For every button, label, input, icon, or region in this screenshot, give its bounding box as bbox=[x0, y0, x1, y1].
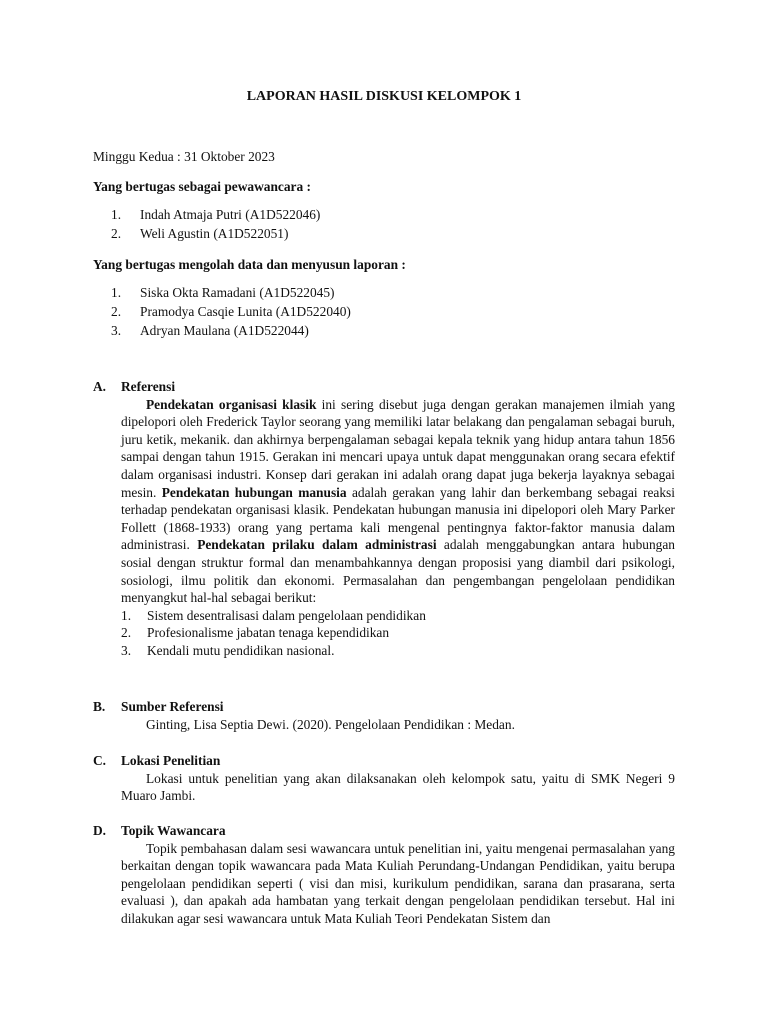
list-item-number: 2. bbox=[121, 625, 132, 641]
lokasi-penelitian-text: Lokasi untuk penelitian yang akan dilaksanakan oleh kelompok satu, yaitu di SMK Negeri 9 Muaro Jambi. bbox=[121, 770, 675, 804]
list-item-text: Adryan Maulana (A1D522044) bbox=[140, 322, 309, 338]
section-body bbox=[121, 716, 675, 734]
topik-wawancara-text: Topik pembahasan dalam sesi wawancara untuk penelitian ini, yaitu mengenai permasalahan yang berkaitan dengan topik wawancara pada Mata Kuliah Perundang-Undangan Pendidikan, yaitu berupa pengelolaan pendidikan seperti ( visi dan misi, kurikulum pendidikan, sarana dan prasarana, serta evaluasi ), dan apakah ada hambatan yang terkait dengan pengelolaan pendidikan tersebut. Hal ini dilakukan agar sesi wawancara untuk Mata Kuliah Teori Pendekatan Sistem dan bbox=[121, 840, 675, 926]
section-heading bbox=[93, 378, 675, 396]
section-letter: C. bbox=[93, 753, 107, 768]
list-item-number: 2. bbox=[111, 303, 122, 319]
list-item bbox=[121, 607, 675, 625]
list-item-number: 1. bbox=[111, 285, 122, 300]
referensi-list bbox=[121, 607, 675, 660]
section-letter: D. bbox=[93, 823, 107, 838]
term-hubungan-manusia: Pendekatan hubungan manusia bbox=[161, 484, 347, 500]
list-item-number: 3. bbox=[121, 642, 132, 658]
processors-list bbox=[111, 284, 351, 340]
list-item-text: Profesionalisme jabatan tenaga kependidikan bbox=[147, 625, 390, 641]
list-item bbox=[111, 225, 320, 244]
referensi-paragraph bbox=[121, 396, 675, 607]
list-item bbox=[121, 642, 675, 660]
section-body bbox=[121, 840, 675, 928]
section-topik-wawancara bbox=[93, 822, 675, 928]
interviewers-list bbox=[111, 206, 320, 244]
list-item-text: Indah Atmaja Putri (A1D522046) bbox=[140, 207, 321, 222]
paragraph-text: adalah menggabungkan antara hubungan sosial dengan struktur formal dan menambahkannya dengan proposisi yang diambil dari psikologi, sosiologi, ilmu politik dan ekonomi. Permasalahan dan pengembangan pengelolaan pendidikan menyangkut hal-hal sebagai berikut: bbox=[121, 537, 675, 606]
list-item-number: 3. bbox=[111, 322, 122, 338]
section-heading bbox=[93, 752, 675, 770]
section-heading bbox=[93, 822, 675, 840]
interviewers-heading: Yang bertugas sebagai pewawancara : bbox=[93, 179, 311, 194]
list-item-text: Sistem desentralisasi dalam pengelolaan pendidikan bbox=[147, 607, 426, 623]
section-title: Lokasi Penelitian bbox=[121, 753, 221, 768]
section-title: Referensi bbox=[121, 379, 176, 394]
section-referensi bbox=[93, 378, 675, 660]
section-sumber-referensi bbox=[93, 698, 675, 733]
list-item-text: Kendali mutu pendidikan nasional. bbox=[147, 642, 335, 658]
sumber-referensi-text: Ginting, Lisa Septia Dewi. (2020). Pengelolaan Pendidikan : Medan. bbox=[146, 716, 515, 732]
list-item bbox=[121, 624, 675, 642]
paragraph-text: ini sering disebut juga dengan gerakan manajemen ilmiah yang dipelopori oleh Frederick Taylor seorang yang memiliki latar belakang dan pengalaman sebagai buruh, juru ketik, mekanik. dan akhirnya berpengalaman sebagai kepala teknik yang hidup antara tahun 1856 sampai dengan tahun 1915. Gerakan ini mencari upaya untuk dapat menggunakan orang secara efektif dalam organisasi industri. Konsep dari gerakan ini adalah orang dapat juga bekerja layaknya sebagai mesin. bbox=[121, 396, 675, 500]
processors-heading: Yang bertugas mengolah data dan menyusun laporan : bbox=[93, 257, 406, 272]
list-item bbox=[111, 322, 351, 341]
paragraph-text: adalah gerakan yang lahir dan berkembang sebagai reaksi terhadap pendekatan organisasi klasik. Pendekatan hubungan manusia ini dipelopori oleh Mary Parker Follett (1868-1933) orang yang pertama kali mengenal pentingnya faktor-faktor manusia dalam administrasi. bbox=[121, 484, 675, 553]
term-prilaku-administrasi: Pendekatan prilaku dalam administrasi bbox=[197, 537, 437, 553]
list-item-text: Siska Okta Ramadani (A1D522045) bbox=[140, 285, 335, 300]
section-title: Topik Wawancara bbox=[121, 823, 226, 838]
section-letter: B. bbox=[93, 699, 106, 714]
section-letter: A. bbox=[93, 379, 107, 394]
section-body bbox=[121, 770, 675, 805]
list-item-text: Pramodya Casqie Lunita (A1D522040) bbox=[140, 303, 351, 319]
date-line: Minggu Kedua : 31 Oktober 2023 bbox=[93, 149, 275, 164]
section-body bbox=[121, 396, 675, 607]
list-item bbox=[111, 206, 320, 225]
list-item-number: 2. bbox=[111, 225, 122, 241]
list-item bbox=[111, 303, 351, 322]
section-heading bbox=[93, 698, 675, 716]
section-title: Sumber Referensi bbox=[121, 699, 224, 714]
list-item-text: Weli Agustin (A1D522051) bbox=[140, 225, 289, 241]
term-organisasi-klasik: Pendekatan organisasi klasik bbox=[146, 396, 317, 412]
list-item-number: 1. bbox=[111, 207, 122, 222]
list-item-number: 1. bbox=[121, 607, 132, 623]
document-title: LAPORAN HASIL DISKUSI KELOMPOK 1 bbox=[246, 89, 522, 104]
list-item bbox=[111, 284, 351, 303]
section-lokasi-penelitian bbox=[93, 752, 675, 805]
